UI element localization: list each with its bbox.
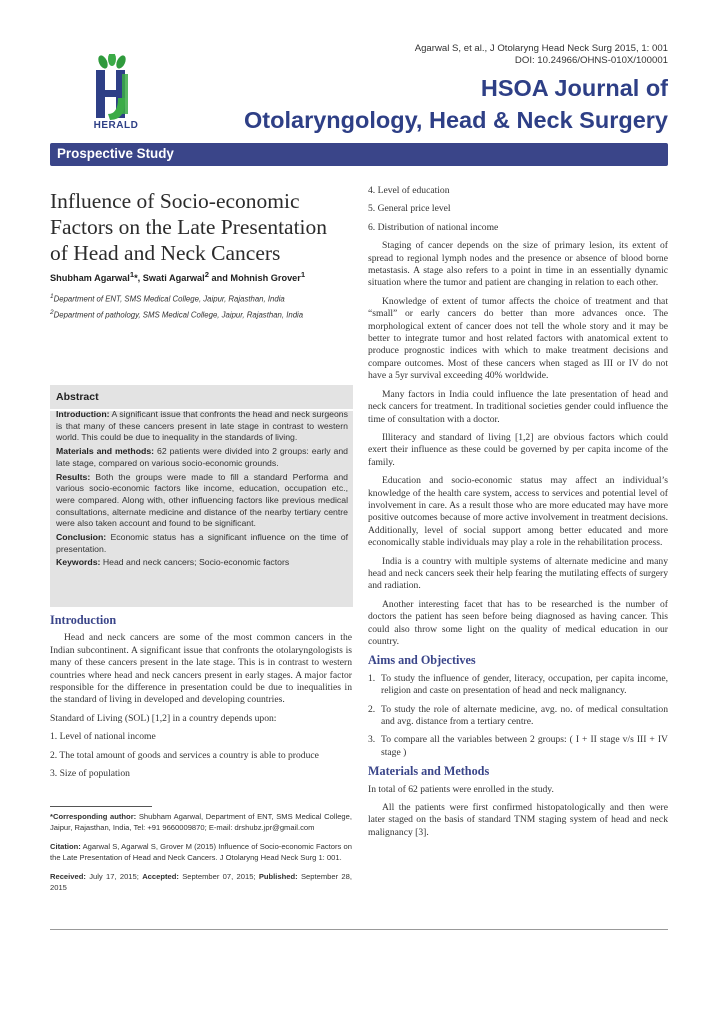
body-paragraph: Another interesting facet that has to be researched is the number of doctors the patient has seen before being diagnosed as having cancer. This could also throw some light on the quality of medical education in our country. (368, 598, 668, 647)
methods-paragraph: All the patients were first confirmed histopatologically and then were later staged on the basis of standard TNM staging system of head and neck malignancy [3]. (368, 802, 668, 838)
aff-sup: 2 (50, 309, 54, 316)
article-type-banner (50, 143, 668, 166)
methods-heading: Materials and Methods (368, 764, 490, 779)
author-sup: 2 (204, 270, 209, 279)
author-name: and Mohnish Grover (208, 273, 301, 284)
body-paragraph: India is a country with multiple systems of alternate medicine and many head and neck cancers seek their help fearing the mutilating effects of surgery and radiation. (368, 555, 668, 592)
author-name: , Swati Agarwal (137, 273, 205, 284)
aff-text: Department of pathology, SMS Medical College, Jaipur, Rajasthan, India (53, 310, 304, 320)
author-name: Shubham Agarwal (50, 273, 130, 284)
sol-list-item: 1. Level of national income (50, 731, 156, 743)
body-paragraph: Staging of cancer depends on the size of primary lesion, its extent of spread to regional lymph nodes and the presence or absence of blood borne metastasis. A stage also refers to a point in time in an essentially dynamic situation where the tumor and patient are changing in relation to each other. (368, 240, 668, 289)
body-paragraph: Knowledge of extent of tumor affects the choice of treatment and that “small” or early cancers do better than more advances once. The morphological extent of cancer does not tell the whole story and it may be better to integrate tumor and host related factors with anatomical extent to produce prognostic indices with which to make treatment decisions and compare outcomes. Most of these cancers when staged as III or IV do not have a 5yr survival exceeding 40% worldwide. (368, 295, 668, 382)
sol-list-item: 6. Distribution of national income (368, 221, 499, 233)
body-paragraph: Education and socio-economic status may affect an individual’s knowledge of the health care system, access to services and potential level of involvement in care. As a result those who are more educated may have more positive outcomes because of more active involvement in treatment decisions. Additionally, level of social support among better educated and more economically stable individuals may play a role in the rehabilitation process. (368, 475, 668, 549)
author-sup: 1 (300, 270, 306, 279)
author-star: * (134, 273, 138, 284)
left-column (50, 612, 352, 786)
article-type-label: Prospective Study (57, 146, 174, 161)
abstract-introduction: Introduction: A significant issue that confronts the head and neck surgeons is that many of these cancers present in late stage in contrast to western world. This could be due to inequality in the standards of living. (56, 409, 348, 443)
citation-header (415, 43, 668, 68)
abstract-body (56, 409, 348, 571)
page-bottom-rule (50, 929, 668, 930)
abstract-heading: Abstract (56, 391, 99, 403)
aims-list-item: 2. To study the role of alternate medicine, avg. no. of medical consultation and avg. distance from a tertiary centre. (368, 703, 668, 728)
dates-note: Received: July 17, 2015; Accepted: September 07, 2015; Published: September 28, 2015 (50, 872, 352, 892)
journal-title-line2: Otolaryngology, Head & Neck Surgery (244, 107, 668, 133)
abstract-conclusion: Conclusion: Economic status has a significant influence on the time of presentation. (56, 532, 349, 554)
citation-note: Citation: Agarwal S, Agarwal S, Grover M (2015) Influence of Socio-economic Factors on the Late Presentation of Head and Neck Cancers. J Otolaryng Head Neck Surg 1: 001. (50, 842, 352, 862)
abstract-box (50, 385, 353, 607)
affiliation-2 (50, 309, 350, 320)
introduction-paragraph: Head and neck cancers are some of the most common cancers in the Indian subcontinent. A significant issue that confronts the otolaryngologists is many of these cancers present in the late stage. This is in contrast to western countries where head and neck cancers present in early stages. A major factor responsible for the difference in presentation could be due to inequalities in the standard of living in developed and developing countries. (50, 632, 352, 706)
aff-text: Department of ENT, SMS Medical College, Jaipur, Rajasthan, India (53, 294, 285, 304)
sol-list-item: 5. General price level (368, 203, 451, 215)
aff-sup: 1 (50, 293, 54, 300)
body-paragraph: Many factors in India could influence the late presentation of head and neck cancers for treatment. In traditional societies gender could influence the time of consultation with a doctor. (368, 388, 668, 425)
corresponding-author: *Corresponding author: Shubham Agarwal, Department of ENT, SMS Medical College, Jaipur, Rajasthan, India, Tel: +91 9660009870; E-mail: drshubz.jpr@gmail.com (50, 812, 352, 832)
logo-text: HERALD (93, 120, 139, 131)
right-column (368, 185, 668, 845)
citation-line: Agarwal S, et al., J Otolaryng Head Neck Surg 2015, 1: 001 (414, 43, 668, 54)
aims-heading: Aims and Objectives (368, 653, 476, 668)
body-paragraph: Illiteracy and standard of living [1,2] are obvious factors which could exert their influence as these could be governed by per capita income of the family. (368, 431, 668, 468)
aims-list-item: 1. To study the influence of gender, literacy, occupation, per capita income, religion and caste on presentation of head and neck malignancy. (368, 672, 668, 697)
author-list (50, 270, 350, 283)
doi-line: DOI: 10.24966/OHNS-010X/100001 (514, 55, 668, 67)
article-title: Influence of Socio-economic Factors on the Late Presentation of Head and Neck Cancers (50, 189, 328, 265)
methods-paragraph: In total of 62 patients were enrolled in the study. (368, 783, 554, 795)
abstract-results: Results: Both the groups were made to fill a standard Performa and various socio-economic factors like income, education, occupation etc., were compared. Along with, other influencing factors like previous medical consultations, alternate medicine and distance of the nearby tertiary centre were also taken account and found to be significant. (56, 471, 348, 529)
sol-list-item: 2. The total amount of goods and services a country is able to produce (50, 749, 319, 761)
journal-title-line1: HSOA Journal of (480, 75, 668, 101)
sol-list-item: 3. Size of population (50, 768, 130, 780)
introduction-heading: Introduction (50, 613, 117, 627)
sol-list-item: 4. Level of education (368, 185, 450, 196)
abstract-methods: Materials and methods: 62 patients were divided into 2 groups: early and late stage, compared on various socio-economic grounds. (56, 446, 349, 468)
abstract-keywords: Keywords: Head and neck cancers; Socio-economic factors (56, 557, 290, 568)
footnotes (50, 806, 352, 903)
aims-list-item: 3. To compare all the variables between 2 groups: ( I + II stage v/s III + IV stage ) (368, 734, 668, 758)
author-sup: 1 (129, 270, 135, 279)
affiliation-1 (50, 293, 350, 304)
sol-intro: Standard of Living (SOL) [1,2] in a country depends upon: (50, 712, 277, 724)
